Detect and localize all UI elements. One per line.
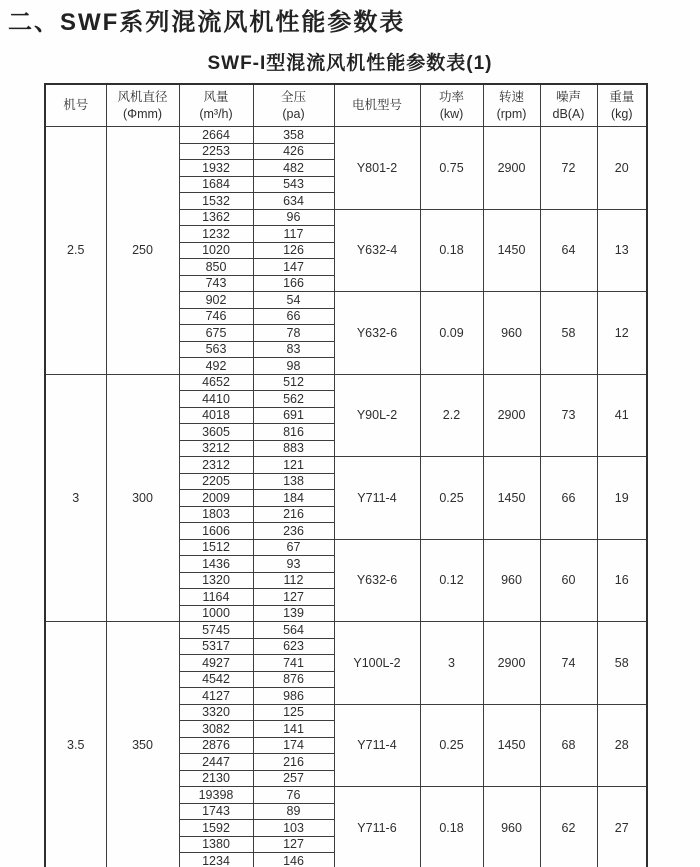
pressure-cell: 543 (253, 176, 334, 193)
header-label: 噪声 (555, 90, 581, 105)
airflow-cell: 3082 (179, 721, 253, 738)
speed-cell: 960 (483, 292, 540, 375)
noise-cell: 64 (540, 209, 597, 292)
pressure-cell: 112 (253, 572, 334, 589)
header-label: 功率 (438, 90, 464, 105)
pressure-cell: 89 (253, 803, 334, 820)
airflow-cell: 1164 (179, 589, 253, 606)
airflow-cell: 19398 (179, 787, 253, 804)
airflow-cell: 1234 (179, 853, 253, 867)
pressure-cell: 883 (253, 440, 334, 457)
noise-cell: 74 (540, 622, 597, 705)
column-header-noise (540, 84, 597, 127)
weight-cell: 16 (597, 539, 647, 622)
airflow-cell: 746 (179, 308, 253, 325)
pressure-cell: 216 (253, 506, 334, 523)
fan-performance-table (44, 83, 648, 867)
power-cell: 0.18 (420, 787, 483, 867)
power-cell: 0.75 (420, 127, 483, 210)
noise-cell: 60 (540, 539, 597, 622)
airflow-cell: 1512 (179, 539, 253, 556)
airflow-cell: 1684 (179, 176, 253, 193)
pressure-cell: 83 (253, 341, 334, 358)
pressure-cell: 876 (253, 671, 334, 688)
airflow-cell: 1606 (179, 523, 253, 540)
pressure-cell: 482 (253, 160, 334, 177)
noise-cell: 72 (540, 127, 597, 210)
pressure-cell: 76 (253, 787, 334, 804)
motor-model-cell: Y100L-2 (334, 622, 420, 705)
weight-cell: 20 (597, 127, 647, 210)
pressure-cell: 623 (253, 638, 334, 655)
diameter-cell: 250 (106, 127, 179, 375)
airflow-cell: 1592 (179, 820, 253, 837)
motor-model-cell: Y632-4 (334, 209, 420, 292)
airflow-cell: 4652 (179, 374, 253, 391)
airflow-cell: 2205 (179, 473, 253, 490)
airflow-cell: 4018 (179, 407, 253, 424)
pressure-cell: 236 (253, 523, 334, 540)
airflow-cell: 1532 (179, 193, 253, 210)
header-unit: (pa) (282, 106, 305, 121)
airflow-cell: 2312 (179, 457, 253, 474)
airflow-cell: 3212 (179, 440, 253, 457)
airflow-cell: 563 (179, 341, 253, 358)
pressure-cell: 126 (253, 242, 334, 259)
pressure-cell: 358 (253, 127, 334, 144)
page-title: 二、SWF系列混流风机性能参数表 (8, 9, 406, 36)
data-row (45, 374, 647, 391)
motor-model-cell: Y632-6 (334, 292, 420, 375)
speed-cell: 1450 (483, 457, 540, 540)
column-header-pressure (253, 84, 334, 127)
header-label: 机号 (63, 98, 89, 113)
pressure-cell: 54 (253, 292, 334, 309)
airflow-cell: 5317 (179, 638, 253, 655)
data-row (45, 127, 647, 144)
noise-cell: 62 (540, 787, 597, 867)
power-cell: 3 (420, 622, 483, 705)
airflow-cell: 1320 (179, 572, 253, 589)
table-subtitle: SWF-I型混流风机性能参数表(1) (207, 53, 493, 74)
airflow-cell: 675 (179, 325, 253, 342)
column-header-motor-model (334, 84, 420, 127)
pressure-cell: 121 (253, 457, 334, 474)
airflow-cell: 4927 (179, 655, 253, 672)
airflow-cell: 1020 (179, 242, 253, 259)
weight-cell: 58 (597, 622, 647, 705)
pressure-cell: 98 (253, 358, 334, 375)
motor-model-cell: Y632-6 (334, 539, 420, 622)
column-header-machine-no (45, 84, 106, 127)
airflow-cell: 743 (179, 275, 253, 292)
airflow-cell: 3605 (179, 424, 253, 441)
airflow-cell: 2664 (179, 127, 253, 144)
power-cell: 0.25 (420, 704, 483, 787)
speed-cell: 1450 (483, 704, 540, 787)
airflow-cell: 3320 (179, 704, 253, 721)
pressure-cell: 141 (253, 721, 334, 738)
pressure-cell: 125 (253, 704, 334, 721)
weight-cell: 13 (597, 209, 647, 292)
airflow-cell: 1436 (179, 556, 253, 573)
column-header-power (420, 84, 483, 127)
pressure-cell: 257 (253, 770, 334, 787)
column-header-weight (597, 84, 647, 127)
airflow-cell: 850 (179, 259, 253, 276)
airflow-cell: 2253 (179, 143, 253, 160)
pressure-cell: 166 (253, 275, 334, 292)
table-body (45, 127, 647, 867)
header-unit: (kg) (610, 106, 633, 121)
column-header-speed (483, 84, 540, 127)
header-unit: dB(A) (552, 106, 585, 121)
pressure-cell: 147 (253, 259, 334, 276)
pressure-cell: 184 (253, 490, 334, 507)
airflow-cell: 4127 (179, 688, 253, 705)
table-header (45, 84, 647, 127)
pressure-cell: 127 (253, 836, 334, 853)
airflow-cell: 4542 (179, 671, 253, 688)
speed-cell: 1450 (483, 209, 540, 292)
airflow-cell: 2009 (179, 490, 253, 507)
pressure-cell: 103 (253, 820, 334, 837)
speed-cell: 960 (483, 539, 540, 622)
column-header-airflow (179, 84, 253, 127)
pressure-cell: 216 (253, 754, 334, 771)
airflow-cell: 2447 (179, 754, 253, 771)
header-label: 电机型号 (351, 98, 402, 113)
column-header-diameter (106, 84, 179, 127)
pressure-cell: 96 (253, 209, 334, 226)
pressure-cell: 139 (253, 605, 334, 622)
machine-no-cell: 2.5 (45, 127, 106, 375)
motor-model-cell: Y711-6 (334, 787, 420, 867)
noise-cell: 66 (540, 457, 597, 540)
pressure-cell: 66 (253, 308, 334, 325)
airflow-cell: 5745 (179, 622, 253, 639)
pressure-cell: 127 (253, 589, 334, 606)
airflow-cell: 1232 (179, 226, 253, 243)
weight-cell: 12 (597, 292, 647, 375)
diameter-cell: 350 (106, 622, 179, 867)
pressure-cell: 426 (253, 143, 334, 160)
airflow-cell: 1743 (179, 803, 253, 820)
pressure-cell: 67 (253, 539, 334, 556)
header-label: 重量 (609, 90, 635, 105)
airflow-cell: 1362 (179, 209, 253, 226)
pressure-cell: 138 (253, 473, 334, 490)
airflow-cell: 902 (179, 292, 253, 309)
pressure-cell: 146 (253, 853, 334, 867)
speed-cell: 960 (483, 787, 540, 867)
pressure-cell: 512 (253, 374, 334, 391)
airflow-cell: 492 (179, 358, 253, 375)
weight-cell: 27 (597, 787, 647, 867)
airflow-cell: 2876 (179, 737, 253, 754)
airflow-cell: 1803 (179, 506, 253, 523)
speed-cell: 2900 (483, 127, 540, 210)
motor-model-cell: Y801-2 (334, 127, 420, 210)
noise-cell: 68 (540, 704, 597, 787)
airflow-cell: 2130 (179, 770, 253, 787)
power-cell: 0.18 (420, 209, 483, 292)
speed-cell: 2900 (483, 374, 540, 457)
header-unit: (Φmm) (122, 106, 163, 121)
header-unit: (kw) (439, 106, 464, 121)
weight-cell: 19 (597, 457, 647, 540)
diameter-cell: 300 (106, 374, 179, 622)
airflow-cell: 1000 (179, 605, 253, 622)
pressure-cell: 93 (253, 556, 334, 573)
pressure-cell: 741 (253, 655, 334, 672)
machine-no-cell: 3.5 (45, 622, 106, 867)
motor-model-cell: Y711-4 (334, 704, 420, 787)
pressure-cell: 816 (253, 424, 334, 441)
airflow-cell: 4410 (179, 391, 253, 408)
pressure-cell: 174 (253, 737, 334, 754)
pressure-cell: 562 (253, 391, 334, 408)
header-label: 全压 (280, 90, 306, 105)
pressure-cell: 564 (253, 622, 334, 639)
pressure-cell: 691 (253, 407, 334, 424)
machine-no-cell: 3 (45, 374, 106, 622)
pressure-cell: 634 (253, 193, 334, 210)
pressure-cell: 78 (253, 325, 334, 342)
header-label: 风机直径 (117, 90, 168, 105)
speed-cell: 2900 (483, 622, 540, 705)
pressure-cell: 986 (253, 688, 334, 705)
data-row (45, 622, 647, 639)
airflow-cell: 1380 (179, 836, 253, 853)
pressure-cell: 117 (253, 226, 334, 243)
header-unit: (rpm) (496, 106, 527, 121)
power-cell: 0.25 (420, 457, 483, 540)
airflow-cell: 1932 (179, 160, 253, 177)
header-label: 转速 (498, 90, 524, 105)
weight-cell: 28 (597, 704, 647, 787)
noise-cell: 73 (540, 374, 597, 457)
header-label: 风量 (203, 90, 229, 105)
header-unit: (m³/h) (199, 106, 233, 121)
header-row (45, 84, 647, 127)
noise-cell: 58 (540, 292, 597, 375)
motor-model-cell: Y90L-2 (334, 374, 420, 457)
power-cell: 0.09 (420, 292, 483, 375)
weight-cell: 41 (597, 374, 647, 457)
motor-model-cell: Y711-4 (334, 457, 420, 540)
power-cell: 0.12 (420, 539, 483, 622)
power-cell: 2.2 (420, 374, 483, 457)
